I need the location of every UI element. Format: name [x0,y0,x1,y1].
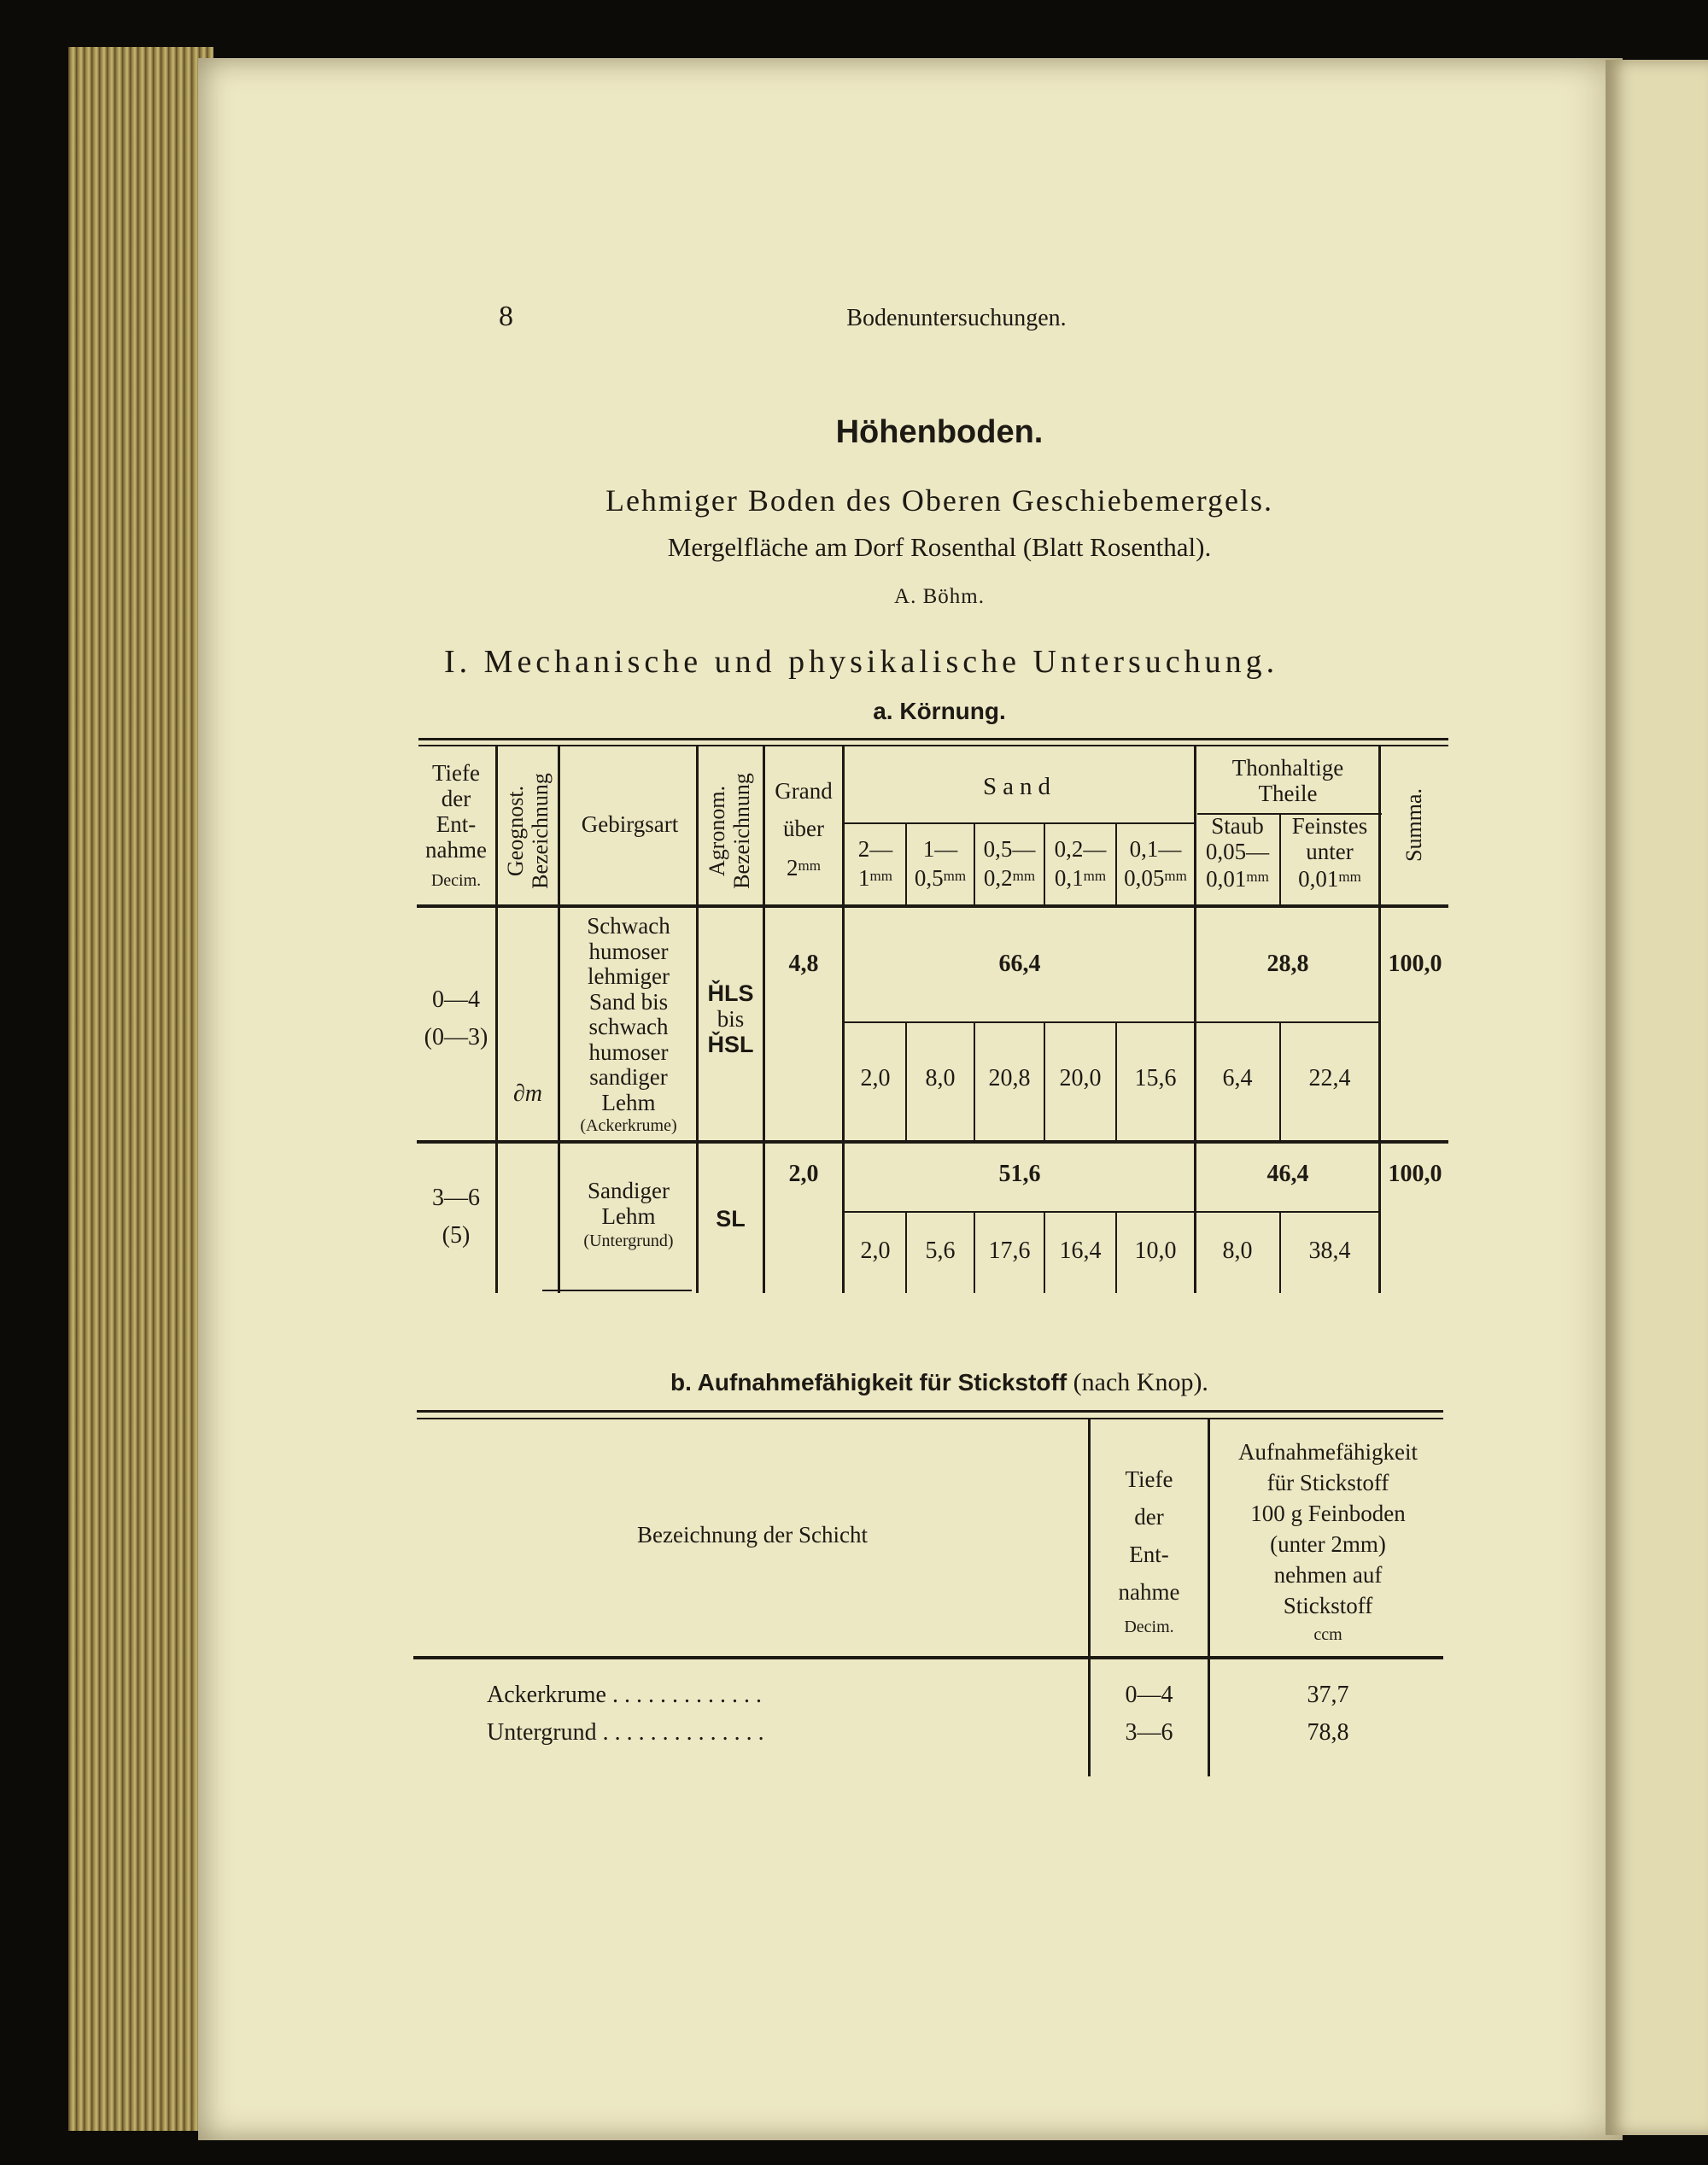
page-title: Höhenboden. [835,414,1044,450]
row2-sand-2-1: 2,0 [860,1238,891,1264]
header-sand-2-1: 2— $1^{mm}$ [857,836,893,891]
header-sand-02-01: 0,2— $0,1^{mm}$ [1054,836,1107,891]
row2-sand-05-02: 17,6 [988,1238,1031,1264]
row1-sand-2-1: 2,0 [860,1065,891,1091]
row2-sand-01-005: 10,0 [1134,1238,1177,1264]
row1-sand-02-01: 20,0 [1059,1065,1102,1091]
header-thonhaltige: Thonhaltige Theile [1231,755,1344,806]
row2-sand-total: 51,6 [998,1161,1041,1187]
table-row: Ackerkrume . . . . . . . . . . . . . [487,1682,762,1708]
row-b2-value: 78,8 [1307,1719,1349,1746]
row1-sand-05-02: 20,8 [988,1065,1031,1091]
section-heading: I. Mechanische und physikalische Untersuchung. [444,644,1279,680]
row-b2-tiefe: 3—6 [1125,1719,1173,1746]
running-head: Bodenuntersuchungen. [846,305,1067,331]
row2-gebirgsart: Sandiger Lehm (Untergrund) [583,1178,674,1250]
row1-sand-total: 66,4 [998,951,1041,977]
row2-tiefe-alt: (5) [442,1222,471,1249]
row1-tiefe-alt: (0—3) [424,1024,488,1050]
row2-feinstes: 38,4 [1308,1238,1351,1264]
row2-grand: 2,0 [788,1161,819,1187]
author: A. Böhm. [894,585,985,608]
row1-staub: 6,4 [1222,1065,1253,1091]
header-grand: Grand über $2^{mm}$ [775,778,833,881]
header-sand-01-005: 0,1— $0,05^{mm}$ [1124,836,1187,891]
row1-summa: 100,0 [1388,951,1442,977]
row1-thon-total: 28,8 [1266,951,1309,977]
row1-tiefe: 0—4 [432,986,480,1013]
subtitle-location: Mergelfläche am Dorf Rosenthal (Blatt Rosenthal). [667,532,1212,562]
subtitle-soil: Lehmiger Boden des Oberen Geschiebemergels. [605,483,1274,518]
row2-tiefe: 3—6 [432,1185,480,1211]
header-sand-05-02: 0,5— $0,2^{mm}$ [983,836,1036,891]
header-agronom: Agronom. Bezeichnung [705,773,754,889]
header-tiefe: Tiefe der Ent- nahme Decim. [425,760,487,890]
header-aufnahme: Aufnahmefähigkeit für Stickstoff 100 g Feinboden (unter 2mm) nehmen auf Stickstoff ccm [1238,1439,1418,1644]
header-bezeichnung: Bezeichnung der Schicht [637,1522,868,1548]
book-page [198,58,1623,2140]
page-number: 8 [499,301,513,332]
header-sand: Sand [983,773,1056,800]
header-feinstes: Feinstes unter $0,01^{mm}$ [1291,813,1368,892]
row1-feinstes: 22,4 [1308,1065,1351,1091]
row2-thon-total: 46,4 [1266,1161,1309,1187]
row2-summa: 100,0 [1388,1161,1442,1187]
header-gebirgsart: Gebirgsart [581,811,679,837]
row1-grand: 4,8 [788,951,819,977]
table-row: Untergrund . . . . . . . . . . . . . . [487,1719,764,1746]
row1-sand-1-05: 8,0 [925,1065,956,1091]
book-page-edges [68,47,214,2131]
header-geognost: Geognost. Bezeichnung [503,773,553,889]
row1-sand-01-005: 15,6 [1134,1065,1177,1091]
row-b1-value: 37,7 [1307,1682,1349,1708]
subsection-a: a. Körnung. [873,698,1006,724]
row2-staub: 8,0 [1222,1238,1253,1264]
header-sand-1-05: 1— $0,5^{mm}$ [914,836,967,891]
row1-agronom: ȞLS bis ȞSL [707,980,754,1057]
row-b1-tiefe: 0—4 [1125,1682,1173,1708]
header-staub: Staub 0,05— $0,01^{mm}$ [1205,813,1270,892]
row1-gebirgsart: Schwach humoser lehmiger Sand bis schwach humoser sandiger Lehm (Ackerkrume) [580,913,677,1135]
geognost-value: ∂m [512,1080,543,1107]
row2-agronom: SL [716,1206,746,1232]
header-b-tiefe: Tiefe der Ent- nahme Decim. [1118,1466,1180,1636]
facing-page-edge [1606,60,1708,2135]
row2-sand-02-01: 16,4 [1059,1238,1102,1264]
subsection-b: b. Aufnahmefähigkeit für Stickstoff (nach Knop). [670,1368,1208,1396]
header-summa: Summa. [1401,788,1426,862]
row2-sand-1-05: 5,6 [925,1238,956,1264]
